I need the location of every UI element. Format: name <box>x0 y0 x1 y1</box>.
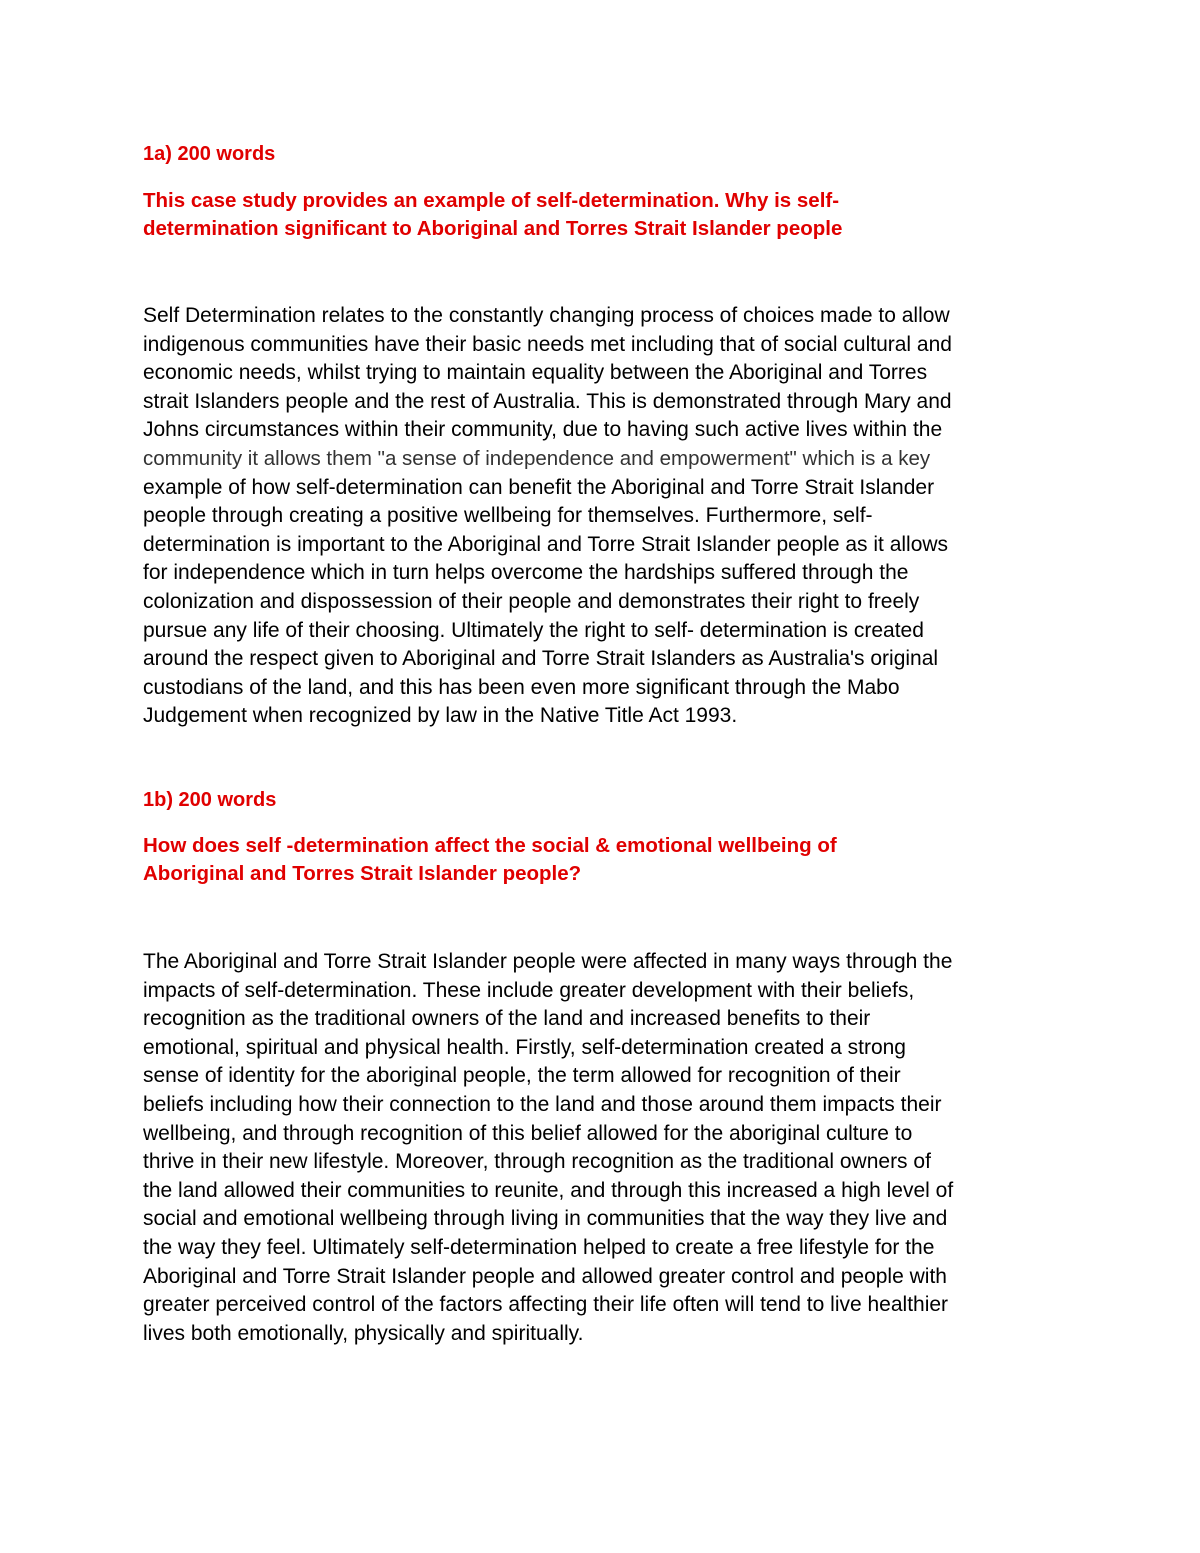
answer-1b-line: impacts of self-determination. These include greater development with their beliefs, <box>143 978 915 1002</box>
answer-1a-line: Johns circumstances within their community, due to having such active lives within the <box>143 418 943 442</box>
answer-1a-line: for independence which in turn helps overcome the hardships suffered through the <box>143 561 909 585</box>
answer-1b-line: the land allowed their communities to reunite, and through this increased a high level of <box>143 1178 954 1202</box>
answer-1b-line: the way they feel. Ultimately self-determination helped to create a free lifestyle for the <box>143 1235 935 1259</box>
answer-1a-line: Judgement when recognized by law in the Native Title Act 1993. <box>143 704 738 728</box>
section-1b <box>143 786 1063 814</box>
section-1a <box>143 140 1063 168</box>
section-1b-heading: 1b) 200 words <box>143 789 277 811</box>
answer-1b-line: Aboriginal and Torre Strait Islander people and allowed greater control and people with <box>143 1264 947 1288</box>
answer-1b-line: wellbeing, and through recognition of this belief allowed for the aboriginal culture to <box>143 1121 913 1145</box>
answer-1b-line: The Aboriginal and Torre Strait Islander people were affected in many ways through the <box>143 950 953 973</box>
answer-1a-line: around the respect given to Aboriginal and Torre Strait Islanders as Australia's original <box>143 647 939 671</box>
answer-1a-line: pursue any life of their choosing. Ultimately the right to self- determination is created <box>143 618 924 642</box>
section-1b-answer <box>143 948 1063 1348</box>
section-1a-heading: 1a) 200 words <box>143 143 276 165</box>
answer-1b <box>143 948 1063 1348</box>
answer-1a-line: custodians of the land, and this has been even more significant through the Mabo <box>143 675 900 699</box>
answer-1a-line: colonization and dispossession of their people and demonstrates their right to freely <box>143 589 920 613</box>
question-1a <box>143 187 1063 243</box>
question-1b-line: How does self -determination affect the social & emotional wellbeing of <box>143 834 837 857</box>
answer-1a-line: people through creating a positive wellbeing for themselves. Furthermore, self- <box>143 504 873 528</box>
question-1a-line: determination significant to Aboriginal and Torres Strait Islander people <box>143 217 843 240</box>
answer-1a-line: determination is important to the Aboriginal and Torre Strait Islander people as it allows <box>143 532 949 556</box>
section-1b-question <box>143 832 1063 888</box>
answer-1b-line: beliefs including how their connection to the land and those around them impacts their <box>143 1092 942 1116</box>
answer-1b-line: greater perceived control of the factors affecting their life often will tend to live healthier <box>143 1293 949 1317</box>
answer-1b-line: lives both emotionally, physically and spiritually. <box>143 1321 584 1345</box>
answer-1a-line: indigenous communities have their basic needs met including that of social cultural and <box>143 332 952 356</box>
answer-1a-line: Self Determination relates to the constantly changing process of choices made to allow <box>143 304 950 327</box>
answer-1b-line: thrive in their new lifestyle. Moreover, through recognition as the traditional owners of <box>143 1150 931 1174</box>
question-1b-line: Aboriginal and Torres Strait Islander people? <box>143 862 582 885</box>
answer-1a-line: example of how self-determination can benefit the Aboriginal and Torre Strait Islander <box>143 475 935 499</box>
answer-1b-line: recognition as the traditional owners of the land and increased benefits to their <box>143 1007 871 1031</box>
answer-1a-line: economic needs, whilst trying to maintain equality between the Aboriginal and Torres <box>143 361 928 385</box>
answer-1b-line: sense of identity for the aboriginal people, the term allowed for recognition of their <box>143 1064 901 1088</box>
answer-1a-line: community it allows them "a sense of independence and empowerment" which is a key <box>143 446 931 470</box>
answer-1b-line: emotional, spiritual and physical health. Firstly, self-determination created a strong <box>143 1035 906 1059</box>
section-1a-question <box>143 187 1063 243</box>
answer-1a-line: strait Islanders people and the rest of Australia. This is demonstrated through Mary and <box>143 389 952 413</box>
question-1b <box>143 832 1063 888</box>
section-1a-answer <box>143 302 1063 731</box>
question-1a-line: This case study provides an example of self-determination. Why is self- <box>143 189 840 212</box>
answer-1a <box>143 302 1063 731</box>
answer-1b-line: social and emotional wellbeing through living in communities that the way they live and <box>143 1207 948 1231</box>
